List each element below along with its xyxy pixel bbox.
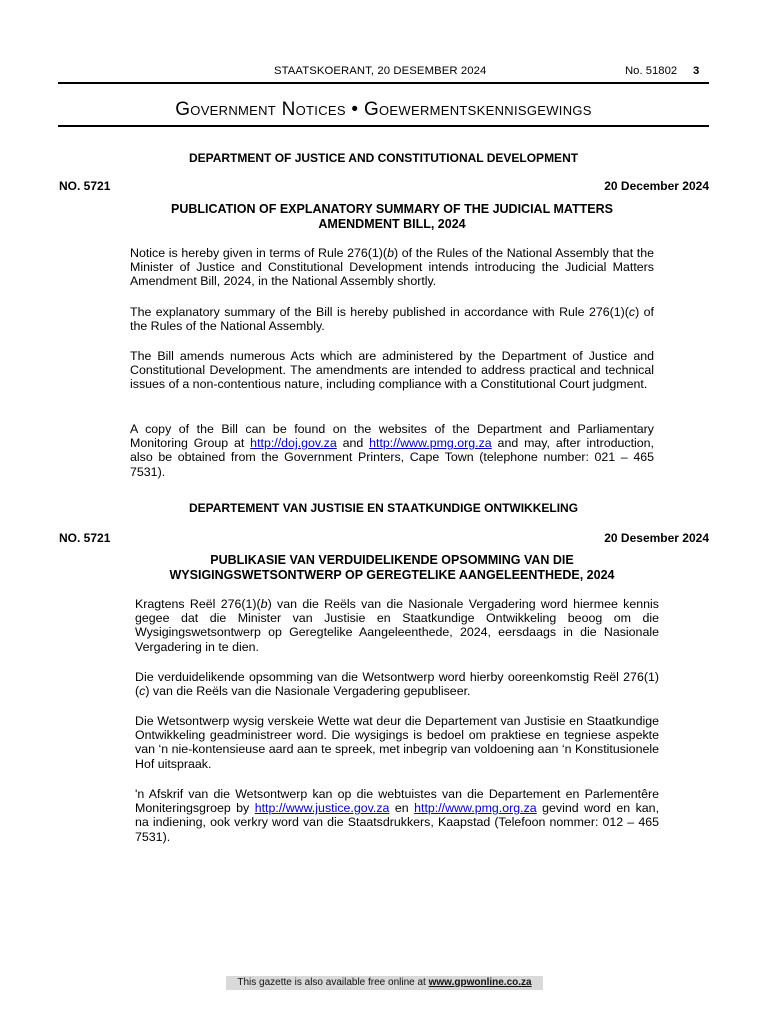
running-head: STAATSKOERANT, 20 DESEMBER 2024 [274, 65, 487, 77]
doj-link[interactable]: http://doj.gov.za [250, 436, 337, 451]
department-heading-af: DEPARTEMENT VAN JUSTISIE EN STAATKUNDIGE ONTWIKKELING [188, 501, 579, 515]
gpwonline-link[interactable]: www.gpwonline.co.za [428, 977, 532, 988]
notice-number-en: NO. 5721 [59, 179, 111, 193]
paragraph-en-3: The Bill amends numerous Acts which are administered by the Department of Justice and Constitutional Development. The amendments are intended to address practical and technical issues of a non-contentious nature, including compliance with a Constitutional Court judgment. [130, 349, 654, 392]
notice-number-af: NO. 5721 [59, 531, 111, 545]
paragraph-af-3: Die Wetsontwerp wysig verskeie Wette wat deur die Departement van Justisie en Staatkundige Ontwikkeling geadministreer word. Die wysigings is bedoel om praktiese en tegniese aspekte van ‘n nie-kontensieuse aard aan te spreek, met inbegrip van voldoening aan ‘n Konstitusionele Hof uitspraak. [135, 714, 659, 771]
paragraph-af-4: 'n Afskrif van die Wetsontwerp kan op die webtuistes van die Departement en Parlementêre Moniteringsgroep by http://www.justice.gov.za en http://www.pmg.org.za gevind word en kan, na indiening, ook verkry word van die Staatsdrukkers, Kaapstad (Telefoon nommer: 012 – 465 7531). [135, 787, 660, 844]
paragraph-af-2: Die verduidelikende opsomming van die Wetsontwerp word hierby ooreenkomstig Reël 276(1)(c) van die Reëls van die Nasionale Vergadering gepubliseer. [135, 670, 659, 699]
notice-date-en: 20 December 2024 [604, 179, 709, 193]
footer-banner: This gazette is also available free online at www.gpwonline.co.za [226, 976, 543, 990]
department-heading-en: DEPARTMENT OF JUSTICE AND CONSTITUTIONAL DEVELOPMENT [188, 151, 579, 165]
page-number: 3 [693, 65, 700, 77]
header-rule [58, 82, 709, 84]
pmg-link-en[interactable]: http://www.pmg.org.za [369, 436, 492, 451]
section-rule [58, 125, 709, 127]
section-title: Government Notices • Goewermentskennisgewings [175, 99, 592, 120]
notice-title-af: PUBLIKASIE VAN VERDUIDELIKENDE OPSOMMING VAN DIE WYSIGINGSWETSONTWERP OP GEREGTELIKE AANGELEENTHEDE, 2024 [169, 553, 615, 582]
notice-title-en: PUBLICATION OF EXPLANATORY SUMMARY OF THE JUDICIAL MATTERS AMENDMENT BILL, 2024 [171, 202, 613, 231]
paragraph-en-1: Notice is hereby given in terms of Rule 276(1)(b) of the Rules of the National Assembly that the Minister of Justice and Constitutional Development intends introducing the Judicial Matters Amendment Bill, 2024, in the National Assembly shortly. [130, 246, 655, 289]
pmg-link-af[interactable]: http://www.pmg.org.za [414, 801, 537, 816]
issue-number: No. 51802 [625, 65, 678, 77]
justice-link[interactable]: http://www.justice.gov.za [254, 801, 390, 816]
paragraph-en-4: A copy of the Bill can be found on the websites of the Department and Parliamentary Monitoring Group at http://doj.gov.za and http://www.pmg.org.za and may, after introduction, also be obtained from the Government Printers, Cape Town (telephone number: 021 – 465 7531). [130, 422, 654, 479]
notice-date-af: 20 Desember 2024 [604, 531, 709, 545]
paragraph-af-1: Kragtens Reël 276(1)(b) van die Reëls van die Nasionale Vergadering word hiermee kennis gegee dat die Minister van Justisie en Staatkundige Ontwikkeling beoog om die Wysigingswetsontwerp op Geregtelike Aangeleenthede, 2024, eersdaags in die Nasionale Vergadering in te dien. [135, 597, 660, 654]
paragraph-en-2: The explanatory summary of the Bill is hereby published in accordance with Rule 276(1)(c) of the Rules of the National Assembly. [130, 305, 655, 334]
